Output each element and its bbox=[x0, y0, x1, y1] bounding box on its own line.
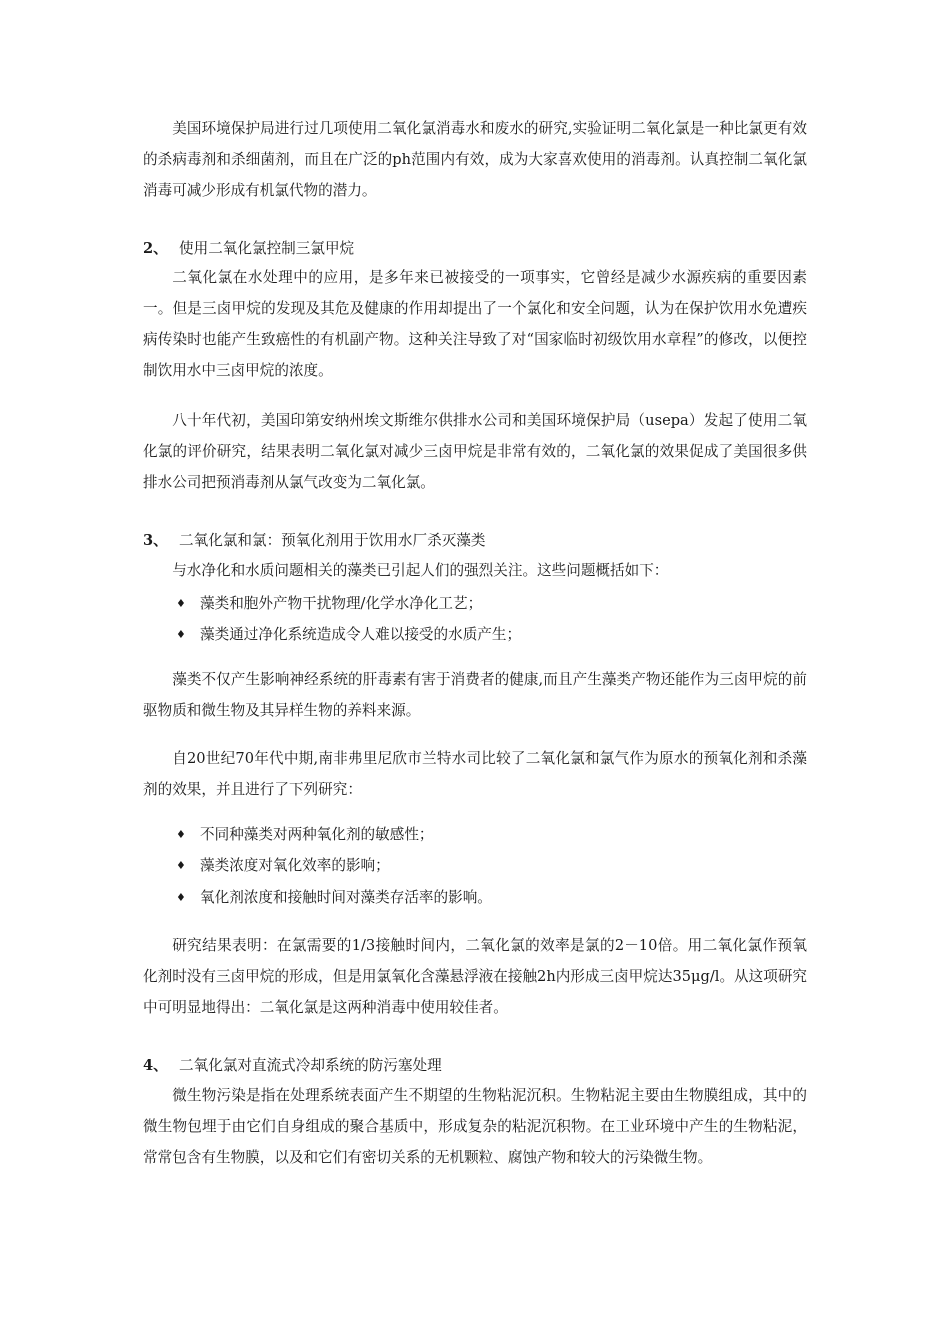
section-title: 二氧化氯对直流式冷却系统的防污塞处理 bbox=[179, 1057, 442, 1074]
section-title: 使用二氧化氯控制三氯甲烷 bbox=[179, 240, 355, 257]
paragraph-biofouling: 微生物污染是指在处理系统表面产生不期望的生物粘泥沉积。生物粘泥主要由生物膜组成，其中的微生物包埋于由它们自身组成的聚合基质中，形成复杂的粘泥沉积物。在工业环境中产生的生物粘泥，常常包含有生物膜，以及和它们有密切关系的无机颗粒、腐蚀产物和较大的污染微生物。 bbox=[143, 1087, 807, 1166]
section-number: 3、 bbox=[143, 532, 168, 549]
list-item-text: 不同种藻类对两种氧化剂的敏感性； bbox=[200, 826, 434, 843]
paragraph-evansville-study: 八十年代初，美国印第安纳州埃文斯维尔供排水公司和美国环境保护局（usepa）发起了使用二氧化氯的评价研究，结果表明二氧化氯对减少三卤甲烷是非常有效的，二氧化氯的效果促成了美国很多供排水公司把预消毒剂从氯气改变为二氧化氯。 bbox=[143, 412, 807, 491]
section-number: 4、 bbox=[143, 1057, 168, 1074]
paragraph-rand-water-study: 自20世纪70年代中期,南非弗里尼欣市兰特水司比较了二氧化氯和氯气作为原水的预氧化剂和杀藻剂的效果，并且进行了下列研究： bbox=[143, 750, 807, 798]
section-number: 2、 bbox=[143, 240, 168, 257]
paragraph-epa-research: 美国环境保护局进行过几项使用二氧化氯消毒水和废水的研究,实验证明二氧化氯是一种比氯更有效的杀病毒剂和杀细菌剂，而且在广泛的ph范围内有效，成为大家喜欢使用的消毒剂。认真控制二氧化氯消毒可减少形成有机氯代物的潜力。 bbox=[143, 120, 807, 199]
paragraph-study-results: 研究结果表明：在氯需要的1/3接触时间内，二氧化氯的效率是氯的2－10倍。用二氧化氯作预氧化剂时没有三卤甲烷的形成，但是用氯氧化含藻悬浮液在接触2h内形成三卤甲烷达35μg/l。从这项研究中可明显地得出：二氧化氯是这两种消毒中使用较佳者。 bbox=[143, 937, 808, 1016]
list-item bbox=[176, 619, 816, 650]
section-heading-3 bbox=[143, 525, 807, 556]
diamond-bullet-icon: ♦ bbox=[176, 628, 186, 641]
list-item bbox=[176, 850, 816, 881]
section-title: 二氧化氯和氯：预氧化剂用于饮用水厂杀灭藻类 bbox=[179, 532, 486, 549]
diamond-bullet-icon: ♦ bbox=[176, 828, 186, 841]
diamond-bullet-icon: ♦ bbox=[176, 597, 186, 610]
list-item bbox=[176, 588, 816, 619]
paragraph-thm-control: 二氧化氯在水处理中的应用，是多年来已被接受的一项事实，它曾经是减少水源疾病的重要因素一。但是三卤甲烷的发现及其危及健康的作用却提出了一个氯化和安全问题，认为在保护饮用水免遭疾病传染时也能产生致癌性的有机副产物。这种关注导致了对“国家临时初级饮用水章程”的修改，以便控制饮用水中三卤甲烷的浓度。 bbox=[143, 269, 807, 379]
list-item bbox=[176, 819, 816, 850]
paragraph-algae-toxins: 藻类不仅产生影响神经系统的肝毒素有害于消费者的健康,而且产生藻类产物还能作为三卤甲烷的前驱物质和微生物及其异样生物的养料来源。 bbox=[143, 671, 807, 719]
list-item-text: 藻类和胞外产物干扰物理/化学水净化工艺； bbox=[200, 595, 483, 612]
diamond-bullet-icon: ♦ bbox=[176, 891, 186, 904]
diamond-bullet-icon: ♦ bbox=[176, 859, 186, 872]
list-item-text: 藻类浓度对氧化效率的影响； bbox=[200, 857, 390, 874]
list-item-text: 藻类通过净化系统造成令人难以接受的水质产生； bbox=[200, 626, 522, 643]
paragraph-algae-concern: 与水净化和水质问题相关的藻类已引起人们的强烈关注。这些问题概括如下： bbox=[172, 562, 669, 579]
list-item-text: 氧化剂浓度和接触时间对藻类存活率的影响。 bbox=[200, 889, 492, 906]
section-heading-4 bbox=[143, 1050, 807, 1081]
section-heading-2 bbox=[143, 233, 807, 264]
list-item bbox=[176, 882, 816, 913]
